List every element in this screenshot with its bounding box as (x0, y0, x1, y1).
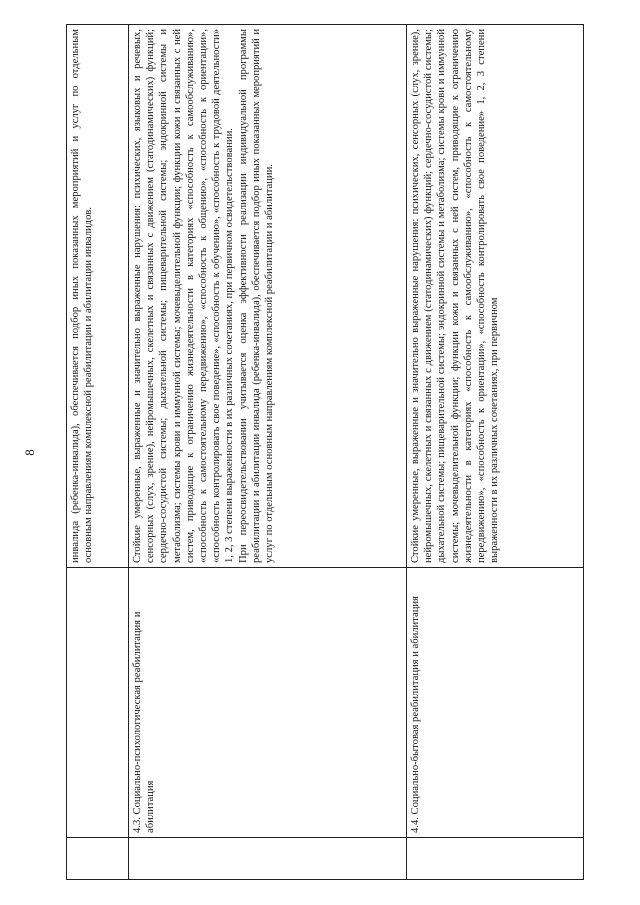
table-row (67, 25, 129, 880)
rehabilitation-table (66, 24, 584, 880)
page-number: 8 (22, 449, 37, 456)
row-number-cell (67, 838, 129, 880)
criteria-paragraph: Стойкие умеренные, выраженные и значительно выраженные нарушения: психических, сенсорных (слух, зрение), нейромышечных, скелетных и связанных с движением (статодинамических) функций; сердечно-сосудистой системы; дыхательной системы; пищеварительной системы; эндокринной системы и метаболизма; системы крови и иммунной системы; мочевыделительной функции; функции кожи и связанных с ней систем, приводящие к ограничению жизнедеятельности в категориях «способность к самообслуживанию», «способность к самостоятельному передвижению», «способность к ориентации», «способность контролировать свое поведение» 1, 2, 3 степени выраженности в их различных сочетаниях, при первичном (410, 29, 501, 563)
row-number-cell (129, 838, 407, 880)
table-row (407, 25, 584, 880)
criteria-paragraph: Стойкие умеренные, выраженные и значительно выраженные нарушения: психических, языковых и речевых, сенсорных (слух, зрение), нейромышечных, скелетных и связанных с движением (статодинамических) функций; сердечно-сосудистой системы; дыхательной системы; пищеварительной системы; эндокринной системы и метаболизма; системы крови и иммунной системы; мочевыделительной функции; функции кожи и связанных с ней систем, приводящие к ограничению жизнедеятельности в категориях «способность к самообслуживанию», «способность к самостоятельному передвижению», «способность к общению», «способность к ориентации», «способность контролировать свое поведение», «способность к обучению», «способность к трудовой деятельности» 1, 2, 3 степени выраженности в их различных сочетаниях, при первичном освидетельствовании. (132, 29, 236, 563)
criteria-cell (407, 25, 584, 568)
row-number-cell (407, 838, 584, 880)
criteria-paragraph: При переосвидетельствовании учитывается оценка эффективности реализации индивидуальной программы реабилитации и абилитации инвалида (ребенка-инвалида), обеспечивается подбор иных показанных мероприятий и услуг по отдельным основным направлениям комплексной реабилитации и абилитации. (237, 29, 276, 563)
table-row (129, 25, 407, 880)
section-cell (67, 568, 129, 838)
criteria-cell (67, 25, 129, 568)
rotated-page (22, 25, 584, 880)
section-title: 4.4. Социально-бытовая реабилитация и абилитация (410, 596, 421, 833)
section-cell (407, 568, 584, 838)
criteria-cell (129, 25, 407, 568)
criteria-paragraph: инвалида (ребенка-инвалида), обеспечивается подбор иных показанных мероприятий и услуг по отдельным основным направлениям комплексной реабилитации и абилитации инвалидов. (70, 29, 95, 563)
section-title: 4.3. Социально-психологическая реабилитация и абилитация (132, 611, 157, 833)
section-cell (129, 568, 407, 838)
